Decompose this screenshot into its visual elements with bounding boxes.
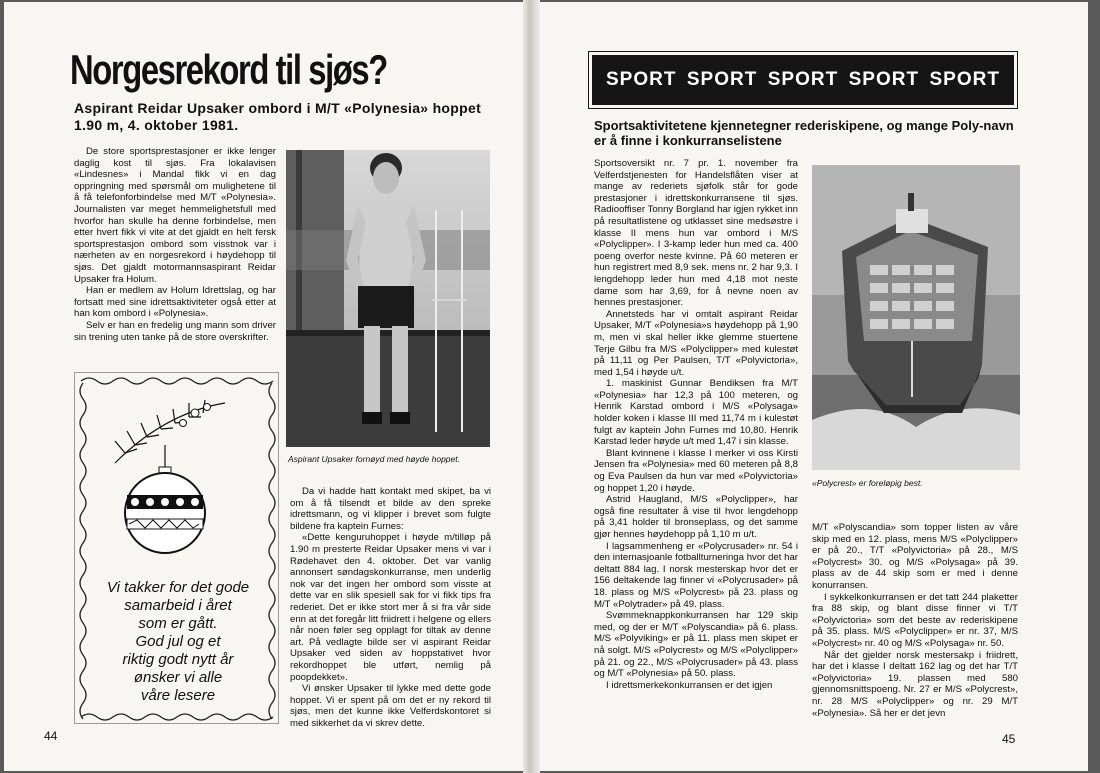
page-number: 44 <box>44 729 58 743</box>
paragraph: Selv er han en fredelig ung mann som driver sin trening uten tanke på de store overskrifter. <box>74 319 276 343</box>
paragraph: Sportsoversikt nr. 7 pr. 1. november fra Velferdstjenesten for Handelsflåten viser at mange av rederiets sjøfolk står for gode prestasjoner i idrettskonkurransene til sjøs. Radiooffiser Tonny Borgland har igjen rykket inn på resultatlistene og utklasset sine medsøstre i klasse II mens hun var ombord i M/S «Polyclipper». I 3-kamp leder hun med ca. 400 poeng overfor neste kvinne. På 60 meteren er hun registrert med 8,9 sek. mens nr. 2 har 9,3. I lengdehopp leder hun med 4,18 mot neste dame som har 3,69, for å nevne noen av hennes prestasjoner. <box>594 158 798 309</box>
paragraph: Når det gjelder norsk mestersakp i friidrett, har det i klasse I deltatt 162 lag og det har T/T «Polyvictoria» 19. plassen med 580 gjennomsnittspoeng. Nr. 27 er M/S «Polycrest», nr. 28 M/S «Polyclipper» og nr. 29 M/T «Polynesia». Så her er det jevn <box>812 649 1018 719</box>
paragraph: I idrettsmerkekonkurransen er det igjen <box>606 679 773 691</box>
article-subtitle: Sportsaktivitetene kjennetegner rederiskipene, og mange Poly-navn er å finne i konkurranselistene <box>594 118 1014 148</box>
banner-word: SPORT <box>929 69 1000 90</box>
sport-banner <box>592 55 1014 105</box>
page-number: 45 <box>1002 732 1016 746</box>
greeting-line: riktig godt nytt år <box>122 651 234 668</box>
book-spine <box>523 0 540 773</box>
paragraph: Svømmeknappkonkurransen har 129 skip med, og der er M/T «Polyscandia» på 6. plass. M/S «Polyviking» er på 11. plass men skipet er nå solgt. M/S «Polycrest» og M/S «Polyclipper» på 21. og 22., M/S «Polycrusader» på 43. plass og M/T «Polynesia» på 50. plass. <box>594 610 798 680</box>
greeting-line: samarbeid i året <box>124 597 232 614</box>
holiday-greeting <box>89 579 267 705</box>
greeting-line: Vi takker for det gode <box>106 579 250 596</box>
right-page <box>540 2 1088 771</box>
photo-caption: Aspirant Upsaker fornøyd med høyde hoppet. <box>288 454 460 464</box>
right-column-2 <box>812 522 1018 719</box>
banner-word: SPORT <box>767 69 839 90</box>
athlete-photo <box>286 150 490 447</box>
greeting-line: God jul og et <box>135 633 221 650</box>
banner-word: SPORT <box>606 69 677 90</box>
paragraph: De store sportsprestasjoner er ikke lenger daglig kost til sjøs. Fra lokalavisen «Lindesnes» i Mandal fikk vi en dag oppringning med spørsmål om mulighetene til å få telefonforbindelse med M/T «Polynesia». Journalisten var meget hemmelighetsfull med hvorfor han skulle ha denne forbindelse, men etter hvert fikk vi vite at det gjaldt en helt fersk sportsprestasjon ombord som visstnok var i nærheten av en norgesrekord i høydehopp til sjøs. Det gjaldt motormannsaspirant Reidar Upsaker fra Holum. <box>74 146 276 285</box>
paragraph: «Dette kenguruhoppet i høyde m/tilløp på 1.90 m presterte Reidar Upsaker mens vi var i Rødehavet den 4. oktober. Det var vanlig annonsert søndagskonkurranse, men underlig nok var det ingen her ombord som visste at dette var en slik spesiell sak for vi fikk tips fra rederiet. Det er ikke stort mer å si fra vår side enn at det foregår litt friidrett i helgene og ellers når noen føler seg opplagt for tiltak av denne art. På vedlagte bilde ser vi aspirant Reidar Upsaker ved siden av hoppstativet hvor rekordhoppet ble utført, nemlig på poopdekket». <box>290 532 491 683</box>
paragraph: Annetsteds har vi omtalt aspirant Reidar Upsaker, M/T «Polynesia»s høydehopp på 1,90 m, men vi skal heller ikke glemme stuertene Terje Gilbu fra M/S «Polyclipper» med kulestøt på 11,11 og Per Paulsen, T/T «Polyvictoria», med 1,54 i høyde u/t. <box>594 308 798 378</box>
greeting-line: våre lesere <box>140 687 216 704</box>
photo-caption: «Polycrest» er foreløpig best. <box>812 478 923 488</box>
paragraph: M/T «Polyscandia» som topper listen av våre skip med en 12. plass, mens M/S «Polyclipper» er på 20., T/T «Polyvictoria» på 28., M/S «Polycrest» 30. og M/S «Polysaga» på 39. plass av de 44 skip som er med i denne konurransen. <box>812 522 1018 591</box>
paragraph: 1. maskinist Gunnar Bendiksen fra M/T «Polynesia» har 12,3 på 100 meteren, og Henrik Karstad ombord i M/S «Polysaga» holder koken i klasse III med 11,74 m i kulestøt fulgt av kaptein John Furnes md 10,80. Henrik Karstad leder høyde u/t med 1,47 i sin klasse. <box>594 378 798 448</box>
greeting-line: som er gått. <box>138 615 218 632</box>
greeting-line: ønsker vi alle <box>133 669 223 686</box>
banner-word: SPORT <box>686 69 758 90</box>
paragraph: Han er medlem av Holum Idrettslag, og har fortsatt med sine idrettsaktiviteter også etter at han kom ombord i «Polynesia». <box>74 285 276 320</box>
paragraph: I sykkelkonkurransen er det tatt 244 plaketter fra 88 skip, og blant disse finner vi T/T «Polyvictoria» som det beste av rederiskipene på 35. plass. M/S «Polyclipper» er nr. 37, M/S «Polycrest» nr. 40 og M/S «Polysaga» nr. 50. <box>812 591 1018 649</box>
paragraph: Da vi hadde hatt kontakt med skipet, ba vi om å få tilsendt et bilde av den spreke idrettsmann, og vi klipper i brevet som fulgte bildene fra kaptein Furnes: <box>290 486 491 532</box>
paragraph: Vi ønsker Upsaker til lykke med dette gode hoppet. Vi er spent på om det er ny rekord til sjøs, men det kunne ikke Velferdskontoret si med sikkerhet da vi skrev dette. <box>290 683 491 729</box>
banner-word: SPORT <box>848 69 920 90</box>
article-subtitle: Aspirant Reidar Upsaker ombord i M/T «Polynesia» hoppet 1.90 m, 4. oktober 1981. <box>74 100 482 133</box>
left-page <box>4 2 523 771</box>
ship-photo <box>812 165 1020 470</box>
paragraph: I lagsammenheng er «Polycrusader» nr. 54 i den internasjoanle fotballturneringa hvor det har deltatt 884 lag. I norsk mesterskap hvor det er 156 deltakende lag finner vi «Polycrusader» på 18. plass og M/S «Polycrest» på 23. plass og M/T «Polytrader» på 49. plass. <box>594 540 798 610</box>
article-title: Norgesrekord til sjøs? <box>70 46 387 93</box>
left-column-2 <box>290 486 491 729</box>
left-column-1 <box>74 146 276 343</box>
paragraph: Blant kvinnene i klasse I merker vi oss Kirsti Jensen fra «Polynesia» med 60 meteren på 8,8 og Eva Paulsen da hun var med «Polyvictoria» og hoppet 1,20 i høyde. <box>594 447 798 494</box>
right-column-1 <box>594 158 798 691</box>
paragraph: Astrid Haugland, M/S «Polyclipper», har også fine resultater å vise til hvor lengdehopp på 3,41 holder til bronseplass, og det samme gjør hennes høydehopp på 1,10 m u/t. <box>594 494 798 540</box>
christmas-greeting-box <box>74 372 279 724</box>
